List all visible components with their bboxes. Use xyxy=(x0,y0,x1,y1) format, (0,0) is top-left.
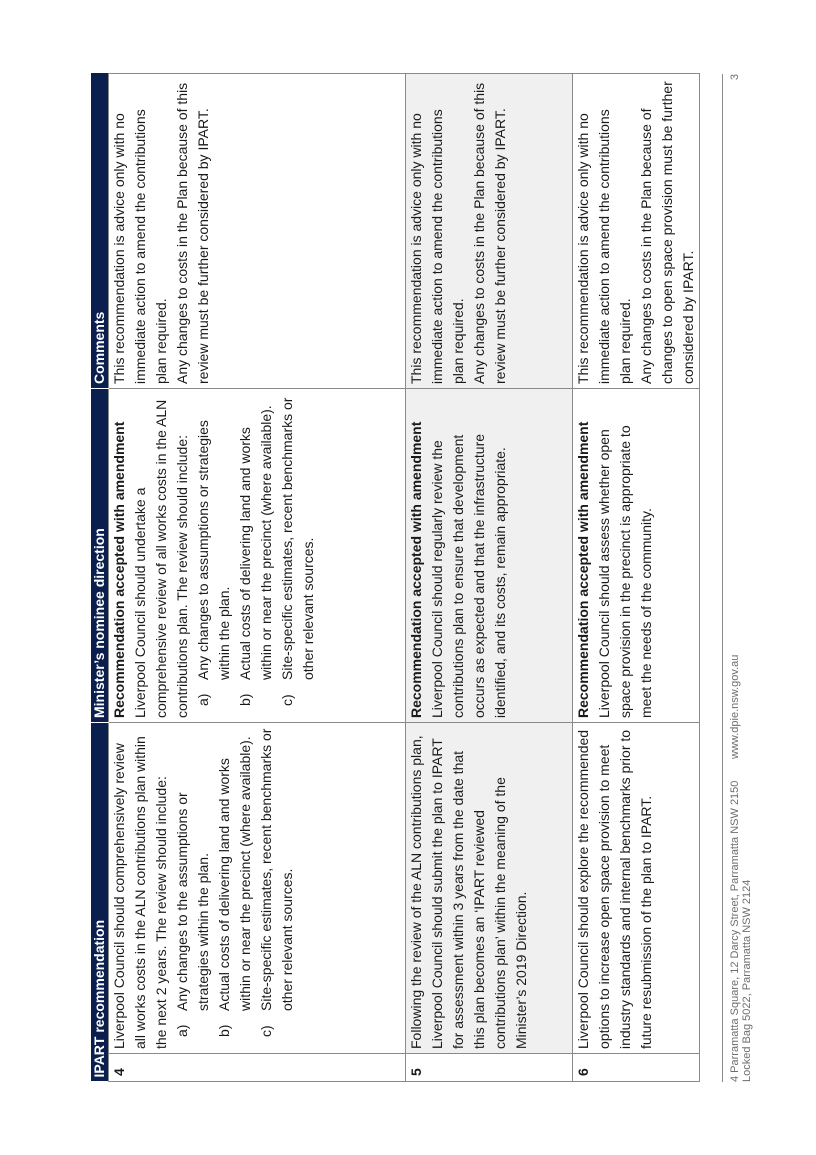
comment-text: Any changes to costs in the Plan because of changes to open space provision must be further considered by IPART. xyxy=(638,81,696,384)
row-number: 6 xyxy=(573,1054,700,1082)
footer-website: www.dpie.nsw.gov.au xyxy=(729,654,741,759)
comments-cell xyxy=(109,74,406,389)
direction-heading: Recommendation accepted with amendment xyxy=(111,421,127,718)
comment-text: This recommendation is advice only with no immediate action to amend the contributions plan required. xyxy=(111,109,169,384)
landscape-page xyxy=(91,74,753,1082)
minister-direction-cell xyxy=(573,389,700,723)
comments-cell xyxy=(406,74,573,389)
list-item-text: Any changes to the assumptions or strategies within the plan. xyxy=(174,792,211,1011)
list-item-text: Actual costs of delivering land and works within or near the precinct (where available). xyxy=(216,736,253,1011)
page-number: 3 xyxy=(729,74,741,81)
footer-address xyxy=(729,781,753,1082)
ipart-recommendation-cell xyxy=(109,723,406,1054)
list-marker: c) xyxy=(279,694,295,706)
direction-text: Liverpool Council should undertake a comprehensive review of all works costs in the ALN contributions plan. The review should include: xyxy=(132,399,190,718)
minister-direction-cell xyxy=(109,389,406,723)
recommendation-text: Following the review of the ALN contributions plan, Liverpool Council should submit the plan to IPART for assessment within 3 years from the date that this plan becomes an ‘IPART reviewed contributions plan’ within the meaning of the Minister’s 2019 Direction. xyxy=(408,735,529,1049)
direction-heading: Recommendation accepted with amendment xyxy=(575,421,591,718)
table-header-row xyxy=(91,74,109,1082)
list-marker: b) xyxy=(237,693,253,706)
direction-text: Liverpool Council should regularly review the contributions plan to ensure that development occurs as expected and that the infrastructure identified, and its costs, remain appropriate. xyxy=(429,433,508,718)
comment-text: Any changes to costs in the Plan because of this review must be further considered by IPART. xyxy=(471,82,508,384)
recommendations-table xyxy=(91,73,700,1082)
direction-list xyxy=(193,394,319,718)
header-ipart-recommendation: IPART recommendation xyxy=(91,723,109,1082)
recommendation-text: Liverpool Council should explore the recommended options to increase open space provision to meet industry standards and internal benchmarks prior to future resubmission of the plan to IPART. xyxy=(575,729,654,1049)
comment-text: Any changes to costs in the Plan because of this review must be further considered by IPART. xyxy=(174,82,211,384)
list-item xyxy=(214,728,256,1037)
comments-cell xyxy=(573,74,700,389)
list-item xyxy=(172,728,214,1037)
list-item-text: Actual costs of delivering land and works within or near the precinct (where available). xyxy=(237,405,274,680)
table-row xyxy=(573,74,700,1082)
direction-text: Liverpool Council should assess whether open space provision in the precinct is appropriate to meet the needs of the community. xyxy=(596,425,654,718)
recommendation-list xyxy=(172,728,298,1049)
header-minister-direction: Minister’s nominee direction xyxy=(91,389,109,723)
ipart-recommendation-cell xyxy=(406,723,573,1054)
direction-heading: Recommendation accepted with amendment xyxy=(408,421,424,718)
list-marker: c) xyxy=(258,1025,274,1037)
row-number: 5 xyxy=(406,1054,573,1082)
list-item-text: Site-specific estimates, recent benchmarks or other relevant sources. xyxy=(279,397,316,680)
row-number: 4 xyxy=(109,1054,406,1082)
list-item xyxy=(235,394,277,706)
table-row xyxy=(109,74,406,1082)
address-line: Locked Bag 5022, Parramatta NSW 2124 xyxy=(741,879,753,1082)
header-comments: Comments xyxy=(91,74,109,389)
list-marker: a) xyxy=(195,693,211,706)
page-footer xyxy=(722,74,763,1082)
list-marker: b) xyxy=(216,1024,232,1037)
list-item xyxy=(277,394,319,706)
address-line: 4 Parramatta Square, 12 Darcy Street, Parramatta NSW 2150 xyxy=(729,780,741,1082)
list-item-text: Any changes to assumptions or strategies within the plan. xyxy=(195,420,232,680)
minister-direction-cell xyxy=(406,389,573,723)
list-item xyxy=(193,394,235,706)
comment-text: This recommendation is advice only with no immediate action to amend the contributions plan required. xyxy=(575,109,633,384)
table-row xyxy=(406,74,573,1082)
list-marker: a) xyxy=(174,1024,190,1037)
list-item xyxy=(256,728,298,1037)
ipart-recommendation-cell xyxy=(573,723,700,1054)
list-item-text: Site-specific estimates, recent benchmarks or other relevant sources. xyxy=(258,728,295,1011)
comment-text: This recommendation is advice only with no immediate action to amend the contributions plan required. xyxy=(408,109,466,384)
recommendation-text: Liverpool Council should comprehensively review all works costs in the ALN contributions plan within the next 2 years. The review should include: xyxy=(111,736,169,1049)
